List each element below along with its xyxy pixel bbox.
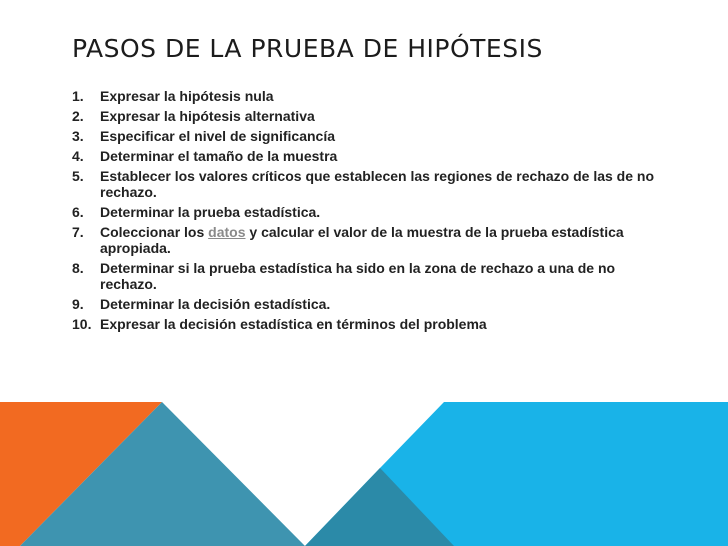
step-text: Determinar el tamaño de la muestra — [100, 148, 338, 164]
list-item — [72, 316, 672, 332]
step-number: 5. — [72, 168, 84, 184]
list-item — [72, 204, 672, 220]
slide-title: PASOS DE LA PRUEBA DE HIPÓTESIS — [72, 34, 543, 63]
list-item — [72, 128, 672, 144]
step-text: Expresar la decisión estadística en términos del problema — [100, 316, 487, 332]
step-number: 4. — [72, 148, 84, 164]
step-text: Establecer los valores críticos que establecen las regiones de rechazo de las de no rechazo. — [100, 168, 655, 200]
step-text: Expresar la hipótesis alternativa — [100, 108, 315, 124]
decorative-footer — [0, 402, 728, 546]
list-item — [72, 108, 672, 124]
steps-list — [72, 88, 672, 336]
step-number: 6. — [72, 204, 84, 220]
step-text: Determinar si la prueba estadística ha sido en la zona de rechazo a una de no rechazo. — [100, 260, 616, 292]
list-item — [72, 88, 672, 104]
list-item — [72, 296, 672, 312]
step-text-before: Coleccionar los — [100, 224, 209, 240]
step-number: 3. — [72, 128, 84, 144]
step-number: 9. — [72, 296, 84, 312]
step-number: 10. — [72, 316, 92, 332]
step-text: Especificar el nivel de significancía — [100, 128, 335, 144]
step-text-after: y calcular el valor de la muestra de la prueba estadística apropiada. — [100, 224, 624, 256]
step-number: 1. — [72, 88, 84, 104]
step-number: 8. — [72, 260, 84, 276]
datos-link[interactable]: datos — [208, 224, 246, 240]
step-text: Determinar la prueba estadística. — [100, 204, 321, 220]
list-item — [72, 260, 672, 292]
list-item — [72, 224, 672, 256]
step-text: Determinar la decisión estadística. — [100, 296, 331, 312]
step-text: Expresar la hipótesis nula — [100, 88, 274, 104]
list-item — [72, 168, 672, 200]
step-number: 2. — [72, 108, 84, 124]
list-item — [72, 148, 672, 164]
step-number: 7. — [72, 224, 84, 240]
